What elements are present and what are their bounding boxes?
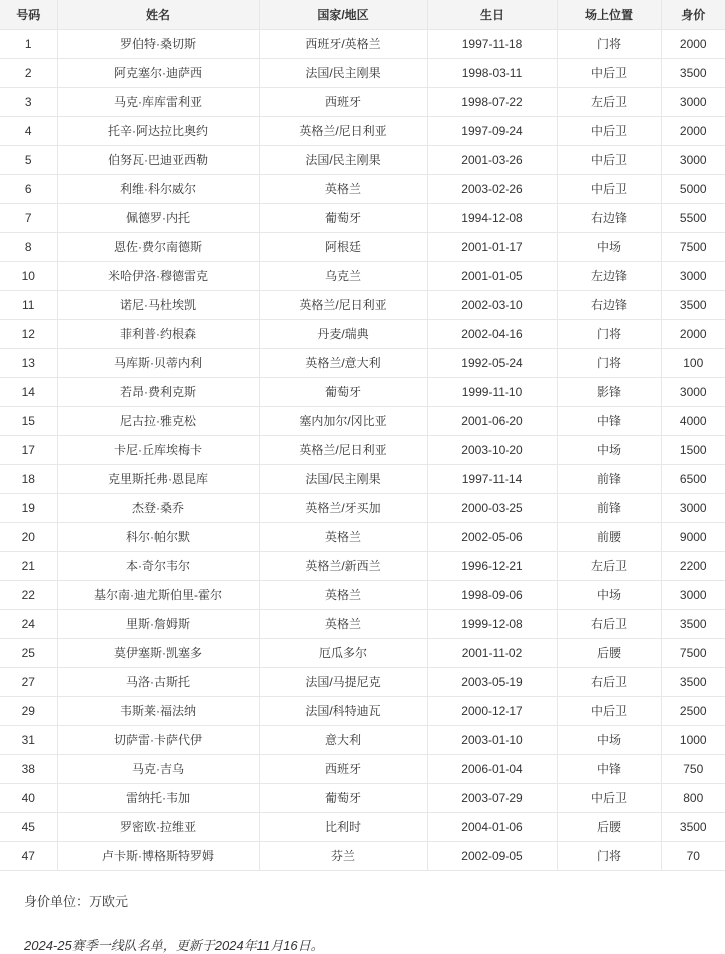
cell-value: 9000 bbox=[661, 522, 725, 551]
cell-name: 卢卡斯·博格斯特罗姆 bbox=[57, 841, 259, 870]
cell-position: 前腰 bbox=[557, 522, 661, 551]
player-row-1 bbox=[0, 29, 725, 58]
player-row-10 bbox=[0, 261, 725, 290]
cell-value: 1000 bbox=[661, 725, 725, 754]
cell-value: 7500 bbox=[661, 638, 725, 667]
cell-birthday: 2003-02-26 bbox=[427, 174, 557, 203]
cell-country: 阿根廷 bbox=[259, 232, 427, 261]
cell-position: 中场 bbox=[557, 725, 661, 754]
cell-number: 5 bbox=[0, 145, 57, 174]
player-row-25 bbox=[0, 638, 725, 667]
player-row-5 bbox=[0, 145, 725, 174]
cell-birthday: 1998-07-22 bbox=[427, 87, 557, 116]
cell-number: 38 bbox=[0, 754, 57, 783]
cell-name: 马克·库库雷利亚 bbox=[57, 87, 259, 116]
cell-number: 3 bbox=[0, 87, 57, 116]
cell-number: 6 bbox=[0, 174, 57, 203]
cell-number: 1 bbox=[0, 29, 57, 58]
cell-country: 法国/民主刚果 bbox=[259, 464, 427, 493]
cell-name: 马克·吉乌 bbox=[57, 754, 259, 783]
cell-country: 比利时 bbox=[259, 812, 427, 841]
cell-country: 英格兰/意大利 bbox=[259, 348, 427, 377]
player-row-19 bbox=[0, 493, 725, 522]
cell-birthday: 1994-12-08 bbox=[427, 203, 557, 232]
cell-name: 罗伯特·桑切斯 bbox=[57, 29, 259, 58]
cell-position: 门将 bbox=[557, 319, 661, 348]
cell-position: 中锋 bbox=[557, 406, 661, 435]
cell-position: 中后卫 bbox=[557, 116, 661, 145]
cell-number: 25 bbox=[0, 638, 57, 667]
cell-number: 7 bbox=[0, 203, 57, 232]
cell-number: 12 bbox=[0, 319, 57, 348]
player-row-14 bbox=[0, 377, 725, 406]
cell-country: 法国/民主刚果 bbox=[259, 145, 427, 174]
cell-position: 中场 bbox=[557, 232, 661, 261]
player-row-40 bbox=[0, 783, 725, 812]
player-row-13 bbox=[0, 348, 725, 377]
roster-header bbox=[0, 0, 725, 29]
roster-body bbox=[0, 29, 725, 870]
header-row bbox=[0, 0, 725, 29]
cell-name: 基尔南·迪尤斯伯里-霍尔 bbox=[57, 580, 259, 609]
cell-country: 法国/科特迪瓦 bbox=[259, 696, 427, 725]
player-row-29 bbox=[0, 696, 725, 725]
cell-country: 意大利 bbox=[259, 725, 427, 754]
cell-position: 中场 bbox=[557, 580, 661, 609]
cell-name: 诺尼·马杜埃凯 bbox=[57, 290, 259, 319]
cell-value: 1500 bbox=[661, 435, 725, 464]
cell-number: 4 bbox=[0, 116, 57, 145]
cell-name: 莫伊塞斯·凯塞多 bbox=[57, 638, 259, 667]
cell-birthday: 1997-11-18 bbox=[427, 29, 557, 58]
cell-name: 里斯·詹姆斯 bbox=[57, 609, 259, 638]
cell-value: 3500 bbox=[661, 290, 725, 319]
player-row-4 bbox=[0, 116, 725, 145]
cell-country: 英格兰 bbox=[259, 609, 427, 638]
cell-value: 3500 bbox=[661, 667, 725, 696]
cell-value: 2000 bbox=[661, 319, 725, 348]
cell-value: 4000 bbox=[661, 406, 725, 435]
cell-value: 3000 bbox=[661, 87, 725, 116]
cell-name: 雷纳托·韦加 bbox=[57, 783, 259, 812]
cell-number: 24 bbox=[0, 609, 57, 638]
cell-birthday: 2000-03-25 bbox=[427, 493, 557, 522]
cell-position: 左边锋 bbox=[557, 261, 661, 290]
cell-country: 葡萄牙 bbox=[259, 377, 427, 406]
player-row-15 bbox=[0, 406, 725, 435]
cell-birthday: 2002-09-05 bbox=[427, 841, 557, 870]
cell-position: 右后卫 bbox=[557, 667, 661, 696]
cell-position: 中后卫 bbox=[557, 696, 661, 725]
cell-birthday: 2003-01-10 bbox=[427, 725, 557, 754]
cell-position: 中后卫 bbox=[557, 145, 661, 174]
cell-position: 前锋 bbox=[557, 493, 661, 522]
cell-name: 切萨雷·卡萨代伊 bbox=[57, 725, 259, 754]
cell-country: 西班牙/英格兰 bbox=[259, 29, 427, 58]
cell-birthday: 1999-11-10 bbox=[427, 377, 557, 406]
cell-number: 2 bbox=[0, 58, 57, 87]
cell-position: 后腰 bbox=[557, 812, 661, 841]
footer-area bbox=[0, 891, 725, 954]
cell-number: 27 bbox=[0, 667, 57, 696]
cell-birthday: 2003-07-29 bbox=[427, 783, 557, 812]
cell-position: 左后卫 bbox=[557, 87, 661, 116]
roster-update-note: 2024-25赛季一线队名单，更新于2024年11月16日。 bbox=[24, 937, 324, 953]
player-row-38 bbox=[0, 754, 725, 783]
cell-name: 阿克塞尔·迪萨西 bbox=[57, 58, 259, 87]
cell-country: 英格兰/尼日利亚 bbox=[259, 116, 427, 145]
col-header-value: 身价 bbox=[661, 0, 725, 29]
cell-number: 19 bbox=[0, 493, 57, 522]
cell-birthday: 2000-12-17 bbox=[427, 696, 557, 725]
player-row-47 bbox=[0, 841, 725, 870]
cell-country: 法国/马提尼克 bbox=[259, 667, 427, 696]
cell-name: 韦斯莱·福法纳 bbox=[57, 696, 259, 725]
cell-position: 影锋 bbox=[557, 377, 661, 406]
cell-value: 7500 bbox=[661, 232, 725, 261]
cell-number: 11 bbox=[0, 290, 57, 319]
cell-birthday: 2003-05-19 bbox=[427, 667, 557, 696]
cell-number: 29 bbox=[0, 696, 57, 725]
player-row-21 bbox=[0, 551, 725, 580]
player-row-2 bbox=[0, 58, 725, 87]
cell-number: 47 bbox=[0, 841, 57, 870]
cell-birthday: 1997-09-24 bbox=[427, 116, 557, 145]
cell-name: 菲利普·约根森 bbox=[57, 319, 259, 348]
col-header-position: 场上位置 bbox=[557, 0, 661, 29]
player-row-18 bbox=[0, 464, 725, 493]
cell-position: 中场 bbox=[557, 435, 661, 464]
cell-birthday: 2002-03-10 bbox=[427, 290, 557, 319]
cell-value: 3000 bbox=[661, 261, 725, 290]
cell-name: 米哈伊洛·穆德雷克 bbox=[57, 261, 259, 290]
cell-position: 右边锋 bbox=[557, 290, 661, 319]
cell-value: 3500 bbox=[661, 58, 725, 87]
cell-name: 马洛·古斯托 bbox=[57, 667, 259, 696]
player-row-45 bbox=[0, 812, 725, 841]
cell-number: 8 bbox=[0, 232, 57, 261]
cell-position: 前锋 bbox=[557, 464, 661, 493]
cell-value: 100 bbox=[661, 348, 725, 377]
cell-country: 丹麦/瑞典 bbox=[259, 319, 427, 348]
cell-country: 西班牙 bbox=[259, 754, 427, 783]
col-header-country: 国家/地区 bbox=[259, 0, 427, 29]
cell-birthday: 2001-03-26 bbox=[427, 145, 557, 174]
cell-country: 葡萄牙 bbox=[259, 203, 427, 232]
cell-country: 乌克兰 bbox=[259, 261, 427, 290]
cell-country: 英格兰/尼日利亚 bbox=[259, 290, 427, 319]
cell-name: 马库斯·贝蒂内利 bbox=[57, 348, 259, 377]
cell-birthday: 2001-11-02 bbox=[427, 638, 557, 667]
cell-position: 中后卫 bbox=[557, 58, 661, 87]
cell-birthday: 1998-03-11 bbox=[427, 58, 557, 87]
cell-number: 15 bbox=[0, 406, 57, 435]
cell-number: 31 bbox=[0, 725, 57, 754]
cell-birthday: 1998-09-06 bbox=[427, 580, 557, 609]
cell-name: 利维·科尔威尔 bbox=[57, 174, 259, 203]
cell-position: 门将 bbox=[557, 841, 661, 870]
cell-value: 3000 bbox=[661, 377, 725, 406]
cell-birthday: 2001-01-17 bbox=[427, 232, 557, 261]
cell-country: 葡萄牙 bbox=[259, 783, 427, 812]
cell-name: 科尔·帕尔默 bbox=[57, 522, 259, 551]
player-row-3 bbox=[0, 87, 725, 116]
player-row-12 bbox=[0, 319, 725, 348]
cell-number: 22 bbox=[0, 580, 57, 609]
cell-name: 本·奇尔韦尔 bbox=[57, 551, 259, 580]
cell-position: 门将 bbox=[557, 348, 661, 377]
cell-country: 英格兰 bbox=[259, 580, 427, 609]
cell-country: 芬兰 bbox=[259, 841, 427, 870]
player-row-22 bbox=[0, 580, 725, 609]
cell-birthday: 1999-12-08 bbox=[427, 609, 557, 638]
value-unit-note: 身价单位：万欧元 bbox=[24, 893, 129, 909]
cell-country: 西班牙 bbox=[259, 87, 427, 116]
cell-number: 21 bbox=[0, 551, 57, 580]
cell-number: 40 bbox=[0, 783, 57, 812]
cell-number: 17 bbox=[0, 435, 57, 464]
cell-number: 10 bbox=[0, 261, 57, 290]
cell-number: 20 bbox=[0, 522, 57, 551]
cell-value: 3500 bbox=[661, 609, 725, 638]
col-header-number: 号码 bbox=[0, 0, 57, 29]
cell-value: 5500 bbox=[661, 203, 725, 232]
col-header-birthday: 生日 bbox=[427, 0, 557, 29]
cell-country: 厄瓜多尔 bbox=[259, 638, 427, 667]
cell-birthday: 1996-12-21 bbox=[427, 551, 557, 580]
player-row-17 bbox=[0, 435, 725, 464]
cell-country: 英格兰 bbox=[259, 174, 427, 203]
col-header-name: 姓名 bbox=[57, 0, 259, 29]
player-row-20 bbox=[0, 522, 725, 551]
cell-number: 13 bbox=[0, 348, 57, 377]
cell-position: 右后卫 bbox=[557, 609, 661, 638]
player-row-24 bbox=[0, 609, 725, 638]
cell-birthday: 2002-04-16 bbox=[427, 319, 557, 348]
cell-name: 克里斯托弗·恩昆库 bbox=[57, 464, 259, 493]
player-row-7 bbox=[0, 203, 725, 232]
cell-name: 卡尼·丘库埃梅卡 bbox=[57, 435, 259, 464]
cell-value: 3000 bbox=[661, 493, 725, 522]
cell-value: 70 bbox=[661, 841, 725, 870]
cell-position: 门将 bbox=[557, 29, 661, 58]
cell-value: 2500 bbox=[661, 696, 725, 725]
cell-value: 800 bbox=[661, 783, 725, 812]
cell-birthday: 2002-05-06 bbox=[427, 522, 557, 551]
cell-number: 14 bbox=[0, 377, 57, 406]
cell-value: 3000 bbox=[661, 145, 725, 174]
cell-name: 伯努瓦·巴迪亚西勒 bbox=[57, 145, 259, 174]
cell-value: 5000 bbox=[661, 174, 725, 203]
cell-birthday: 2001-01-05 bbox=[427, 261, 557, 290]
cell-birthday: 2003-10-20 bbox=[427, 435, 557, 464]
player-row-8 bbox=[0, 232, 725, 261]
player-row-27 bbox=[0, 667, 725, 696]
cell-country: 法国/民主刚果 bbox=[259, 58, 427, 87]
cell-value: 750 bbox=[661, 754, 725, 783]
cell-position: 左后卫 bbox=[557, 551, 661, 580]
cell-value: 2000 bbox=[661, 29, 725, 58]
cell-value: 2000 bbox=[661, 116, 725, 145]
cell-position: 中锋 bbox=[557, 754, 661, 783]
cell-birthday: 1997-11-14 bbox=[427, 464, 557, 493]
cell-value: 6500 bbox=[661, 464, 725, 493]
cell-number: 18 bbox=[0, 464, 57, 493]
cell-name: 恩佐·费尔南德斯 bbox=[57, 232, 259, 261]
cell-position: 后腰 bbox=[557, 638, 661, 667]
cell-country: 英格兰 bbox=[259, 522, 427, 551]
cell-position: 右边锋 bbox=[557, 203, 661, 232]
cell-name: 若昂·费利克斯 bbox=[57, 377, 259, 406]
cell-value: 2200 bbox=[661, 551, 725, 580]
cell-name: 托辛·阿达拉比奥约 bbox=[57, 116, 259, 145]
cell-position: 中后卫 bbox=[557, 174, 661, 203]
cell-birthday: 2004-01-06 bbox=[427, 812, 557, 841]
player-row-11 bbox=[0, 290, 725, 319]
player-row-31 bbox=[0, 725, 725, 754]
cell-country: 英格兰/牙买加 bbox=[259, 493, 427, 522]
cell-value: 3500 bbox=[661, 812, 725, 841]
cell-name: 尼古拉·雅克松 bbox=[57, 406, 259, 435]
cell-country: 英格兰/尼日利亚 bbox=[259, 435, 427, 464]
cell-birthday: 2001-06-20 bbox=[427, 406, 557, 435]
cell-name: 罗密欧·拉维亚 bbox=[57, 812, 259, 841]
cell-birthday: 1992-05-24 bbox=[427, 348, 557, 377]
cell-name: 佩德罗·内托 bbox=[57, 203, 259, 232]
cell-position: 中后卫 bbox=[557, 783, 661, 812]
cell-birthday: 2006-01-04 bbox=[427, 754, 557, 783]
cell-number: 45 bbox=[0, 812, 57, 841]
cell-value: 3000 bbox=[661, 580, 725, 609]
cell-name: 杰登·桑乔 bbox=[57, 493, 259, 522]
cell-country: 塞内加尔/冈比亚 bbox=[259, 406, 427, 435]
player-row-6 bbox=[0, 174, 725, 203]
cell-country: 英格兰/新西兰 bbox=[259, 551, 427, 580]
